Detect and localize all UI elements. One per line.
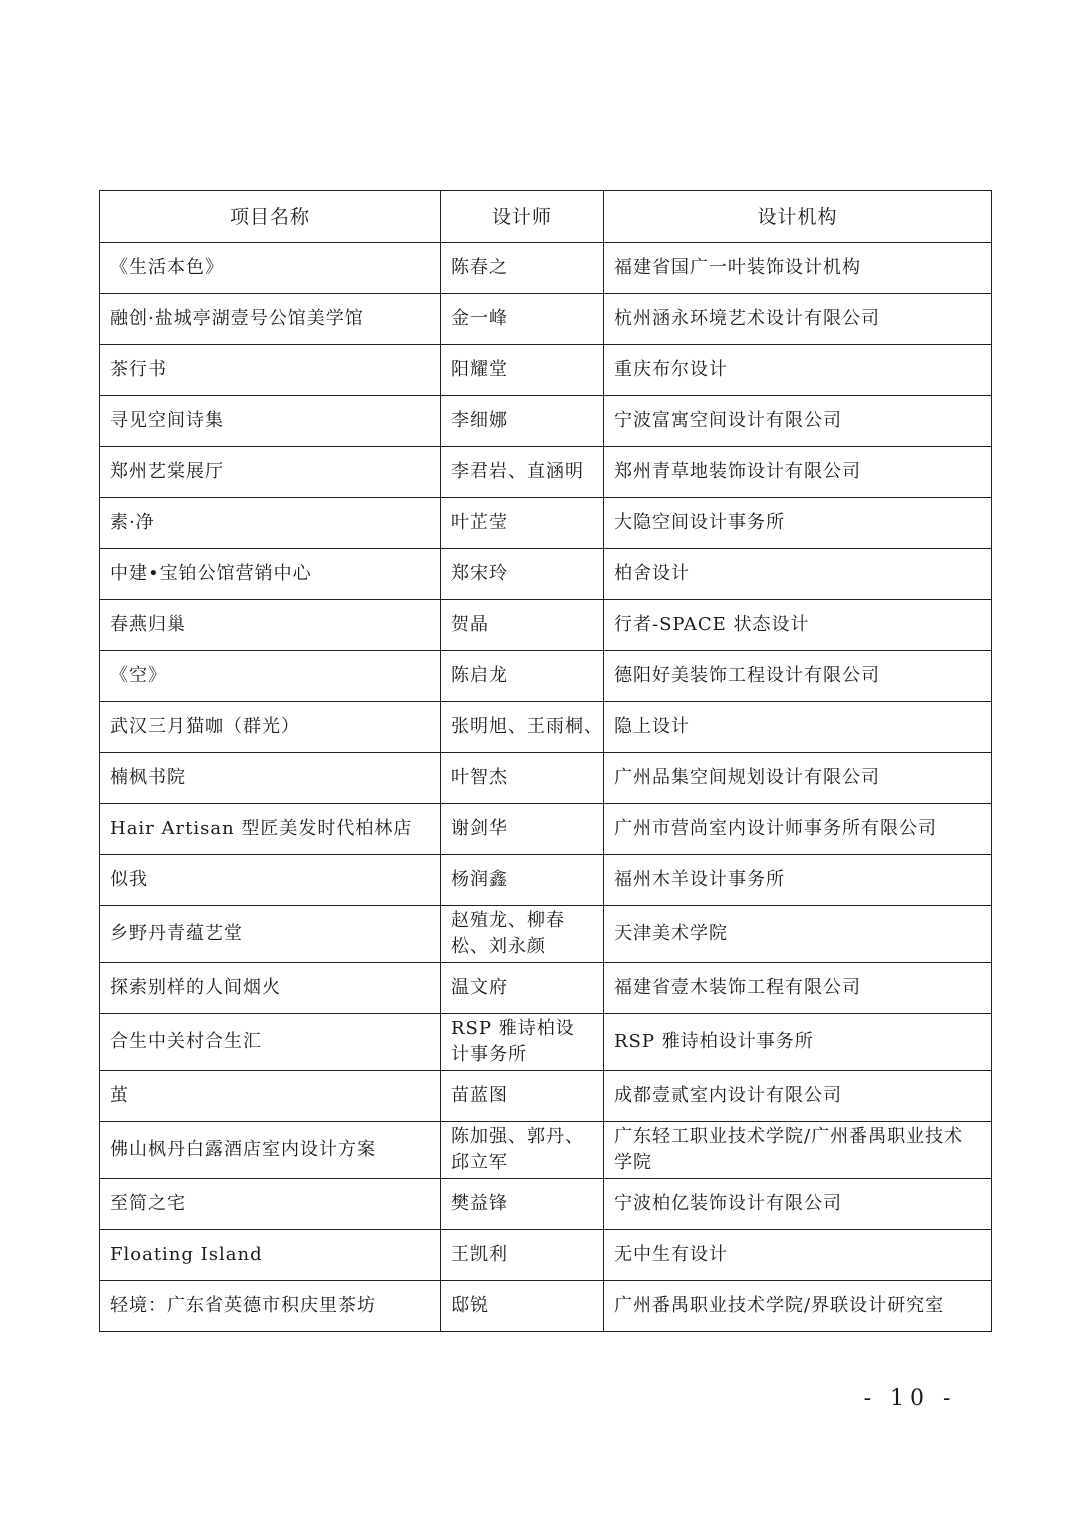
table-row: [100, 702, 992, 753]
project-cell: 武汉三月猫咖（群光）: [100, 702, 441, 753]
org-cell: 广东轻工职业技术学院/广州番禺职业技术学院: [604, 1122, 992, 1179]
project-cell: 中建•宝铂公馆营销中心: [100, 549, 441, 600]
org-cell: RSP 雅诗柏设计事务所: [604, 1014, 992, 1071]
project-cell: 探索别样的人间烟火: [100, 963, 441, 1014]
table-row: [100, 243, 992, 294]
designer-cell: 金一峰: [441, 294, 604, 345]
designer-cell: 陈春之: [441, 243, 604, 294]
designer-cell: 陈启龙: [441, 651, 604, 702]
project-cell: 素·净: [100, 498, 441, 549]
designer-cell: 赵殖龙、柳春松、刘永颜: [441, 906, 604, 963]
project-cell: 融创·盐城亭湖壹号公馆美学馆: [100, 294, 441, 345]
table-row: [100, 600, 992, 651]
org-cell: 柏舍设计: [604, 549, 992, 600]
designer-cell: 邸锐: [441, 1281, 604, 1332]
header-designer: 设计师: [441, 191, 604, 243]
table-row: [100, 396, 992, 447]
org-cell: 广州品集空间规划设计有限公司: [604, 753, 992, 804]
project-cell: Floating Island: [100, 1230, 441, 1281]
designer-cell: 陈加强、郭丹、邱立军: [441, 1122, 604, 1179]
table-row: [100, 498, 992, 549]
project-cell: 至简之宅: [100, 1179, 441, 1230]
project-cell: 寻见空间诗集: [100, 396, 441, 447]
header-design-org: 设计机构: [604, 191, 992, 243]
org-cell: 行者-SPACE 状态设计: [604, 600, 992, 651]
table-row: [100, 447, 992, 498]
designer-cell: 阳耀堂: [441, 345, 604, 396]
designer-cell: 贺晶: [441, 600, 604, 651]
project-cell: 春燕归巢: [100, 600, 441, 651]
table-header-row: [100, 191, 992, 243]
table-row: [100, 1014, 992, 1071]
project-cell: 《空》: [100, 651, 441, 702]
project-cell: 乡野丹青蕴艺堂: [100, 906, 441, 963]
table-row: [100, 855, 992, 906]
project-cell: 茶行书: [100, 345, 441, 396]
org-cell: 重庆布尔设计: [604, 345, 992, 396]
project-cell: 似我: [100, 855, 441, 906]
designer-cell: 叶芷莹: [441, 498, 604, 549]
project-cell: 轻境：广东省英德市积庆里茶坊: [100, 1281, 441, 1332]
designer-cell: 温文府: [441, 963, 604, 1014]
table-row: [100, 345, 992, 396]
designer-cell: 李君岩、直涵明: [441, 447, 604, 498]
table-row: [100, 1122, 992, 1179]
table-row: [100, 1281, 992, 1332]
table-row: [100, 1179, 992, 1230]
designer-cell: RSP 雅诗柏设计事务所: [441, 1014, 604, 1071]
table-row: [100, 549, 992, 600]
designer-cell: 李细娜: [441, 396, 604, 447]
org-cell: 隐上设计: [604, 702, 992, 753]
org-cell: 杭州涵永环境艺术设计有限公司: [604, 294, 992, 345]
designer-cell: 张明旭、王雨桐、: [441, 702, 604, 753]
org-cell: 宁波富寓空间设计有限公司: [604, 396, 992, 447]
designer-cell: 郑宋玲: [441, 549, 604, 600]
table-row: [100, 963, 992, 1014]
org-cell: 广州番禺职业技术学院/界联设计研究室: [604, 1281, 992, 1332]
org-cell: 德阳好美装饰工程设计有限公司: [604, 651, 992, 702]
project-cell: Hair Artisan 型匠美发时代柏林店: [100, 804, 441, 855]
org-cell: 成都壹贰室内设计有限公司: [604, 1071, 992, 1122]
org-cell: 无中生有设计: [604, 1230, 992, 1281]
project-cell: 郑州艺棠展厅: [100, 447, 441, 498]
org-cell: 福建省壹木装饰工程有限公司: [604, 963, 992, 1014]
table-row: [100, 294, 992, 345]
project-cell: 佛山枫丹白露酒店室内设计方案: [100, 1122, 441, 1179]
table-row: [100, 651, 992, 702]
project-cell: 茧: [100, 1071, 441, 1122]
page-number: - 10 -: [863, 1386, 957, 1411]
header-project-name: 项目名称: [100, 191, 441, 243]
award-list-table: [99, 190, 992, 1332]
org-cell: 福州木羊设计事务所: [604, 855, 992, 906]
project-cell: 楠枫书院: [100, 753, 441, 804]
table-row: [100, 1071, 992, 1122]
designer-cell: 叶智杰: [441, 753, 604, 804]
designer-cell: 王凯利: [441, 1230, 604, 1281]
org-cell: 福建省国广一叶装饰设计机构: [604, 243, 992, 294]
org-cell: 宁波柏亿装饰设计有限公司: [604, 1179, 992, 1230]
org-cell: 天津美术学院: [604, 906, 992, 963]
designer-cell: 苗蓝图: [441, 1071, 604, 1122]
designer-cell: 杨润鑫: [441, 855, 604, 906]
project-cell: 《生活本色》: [100, 243, 441, 294]
table-row: [100, 804, 992, 855]
table-row: [100, 1230, 992, 1281]
project-cell: 合生中关村合生汇: [100, 1014, 441, 1071]
designer-cell: 谢剑华: [441, 804, 604, 855]
table-row: [100, 906, 992, 963]
designer-cell: 樊益锋: [441, 1179, 604, 1230]
org-cell: 广州市营尚室内设计师事务所有限公司: [604, 804, 992, 855]
org-cell: 大隐空间设计事务所: [604, 498, 992, 549]
table-row: [100, 753, 992, 804]
org-cell: 郑州青草地装饰设计有限公司: [604, 447, 992, 498]
